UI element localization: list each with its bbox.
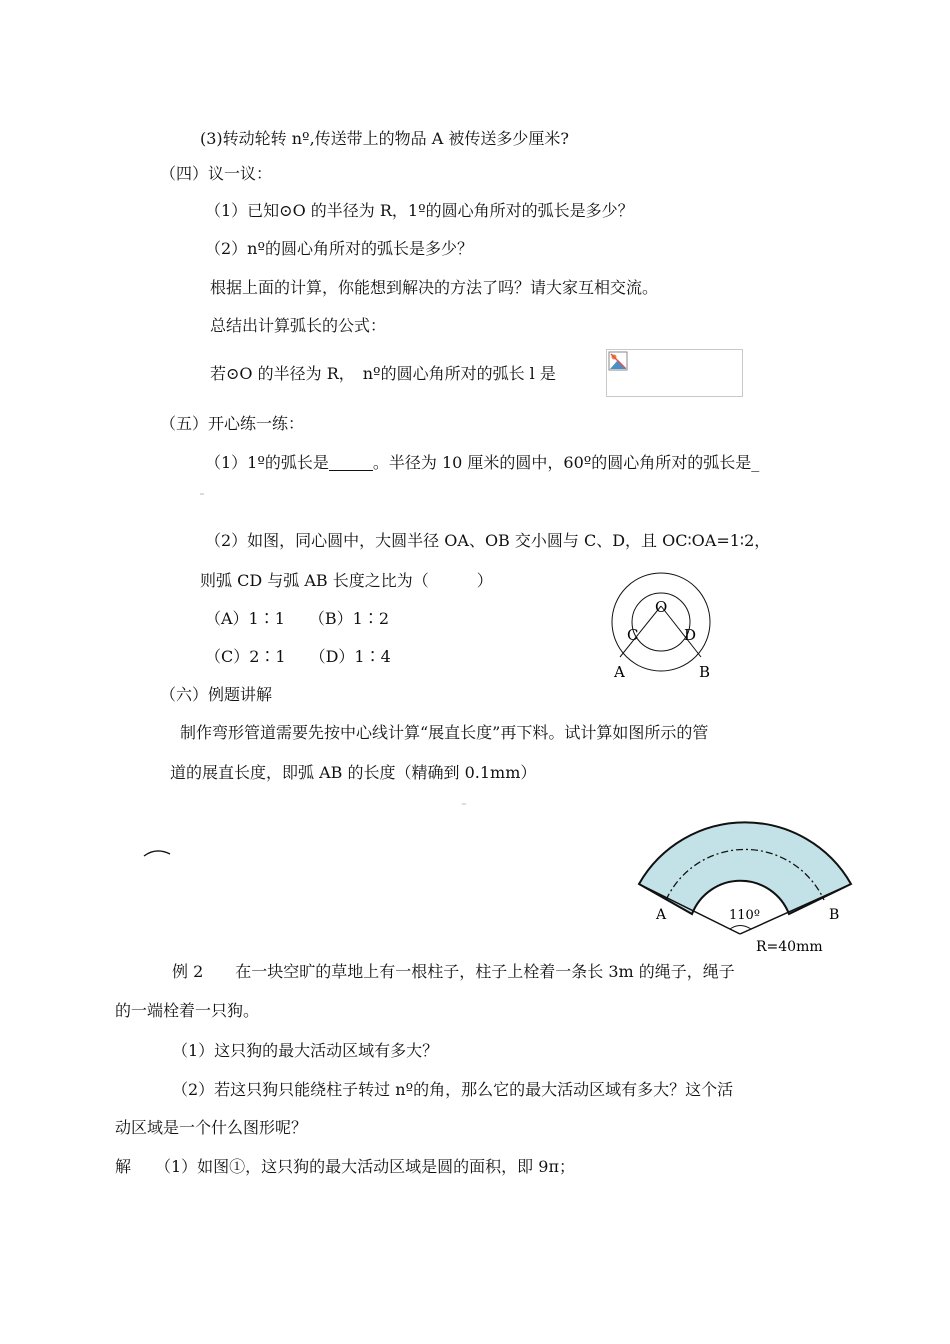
section-6-paragraph-1: 制作弯形管道需要先按中心线计算“展直长度”再下料。试计算如图所示的管 bbox=[180, 723, 709, 742]
answer-blank bbox=[329, 454, 373, 471]
angle-arc bbox=[730, 926, 751, 930]
section-5-question-1 bbox=[205, 452, 759, 474]
pipe-label-a: A bbox=[656, 907, 667, 923]
section-5-title: （五）开心练一练： bbox=[160, 414, 305, 433]
example-2-question-1: （1）这只狗的最大活动区域有多大？ bbox=[172, 1041, 439, 1060]
formula-image-placeholder bbox=[606, 349, 743, 397]
broken-image-icon bbox=[608, 351, 628, 371]
outer-circle bbox=[612, 573, 710, 671]
label-b: B bbox=[699, 663, 711, 681]
options-row-1: （A）1∶1 （B）1∶2 bbox=[205, 609, 390, 628]
question-1-part-b: 。半径为 10 厘米的圆中，60º的圆心角所对的弧长是_ bbox=[372, 453, 760, 472]
section-5-question-2-ratio: 则弧 CD 与弧 AB 长度之比为（ ） bbox=[200, 571, 493, 590]
section-5-question-2: （2）如图，同心圆中，大圆半径 OA、OB 交小圆与 C、D，且 OC∶OA=1∶2， bbox=[205, 531, 771, 550]
options-row-2: （C）2∶1 （D）1∶4 bbox=[205, 647, 391, 666]
label-c: C bbox=[627, 626, 639, 644]
section-4-paragraph-1: 根据上面的计算，你能想到解决的方法了吗？请大家互相交流。 bbox=[210, 278, 659, 297]
pipe-angle-label: 110º bbox=[729, 908, 760, 923]
label-o: O bbox=[655, 598, 668, 616]
faint-mark bbox=[200, 493, 204, 495]
example-2-line-2: 的一端栓着一只狗。 bbox=[115, 1001, 260, 1020]
question-3: (3)转动轮转 nº,传送带上的物品 A 被传送多少厘米? bbox=[200, 129, 569, 148]
pipe-label-b: B bbox=[829, 907, 840, 923]
question-1-part-a: （1）1º的弧长是 bbox=[205, 453, 329, 472]
example-2-line-1: 例 2 在一块空旷的草地上有一根柱子，柱子上栓着一条长 3m 的绳子，绳子 bbox=[172, 962, 735, 981]
faint-mark bbox=[462, 803, 466, 805]
section-4-question-1: （1）已知⊙O 的半径为 R，1º的圆心角所对的弧长是多少？ bbox=[205, 201, 634, 220]
concentric-circles-figure bbox=[600, 562, 730, 686]
label-a: A bbox=[614, 663, 625, 681]
solution-line: 解 （1）如图①，这只狗的最大活动区域是圆的面积，即 9π； bbox=[115, 1157, 575, 1176]
example-2-question-2: （2）若这只狗只能绕柱子转过 nº的角，那么它的最大活动区域有多大？这个活 bbox=[172, 1080, 734, 1099]
section-4-paragraph-2: 总结出计算弧长的公式： bbox=[210, 316, 387, 335]
pipe-radius-label: R=40mm bbox=[756, 939, 823, 955]
arc-length-formula-text: 若⊙O 的半径为 R， nº的圆心角所对的弧长 l 是 bbox=[210, 364, 556, 383]
section-6-paragraph-2: 道的展直长度，即弧 AB 的长度（精确到 0.1mm） bbox=[170, 763, 537, 782]
example-2-question-2-cont: 动区域是一个什么图形呢？ bbox=[115, 1118, 308, 1137]
section-4-question-2: （2）nº的圆心角所对的弧长是多少？ bbox=[205, 239, 474, 258]
small-arc-mark bbox=[140, 846, 174, 860]
label-d: D bbox=[684, 626, 697, 644]
section-6-title: （六）例题讲解 bbox=[160, 685, 273, 704]
section-4-title: （四）议一议： bbox=[160, 164, 273, 183]
bent-pipe-figure bbox=[630, 806, 860, 956]
